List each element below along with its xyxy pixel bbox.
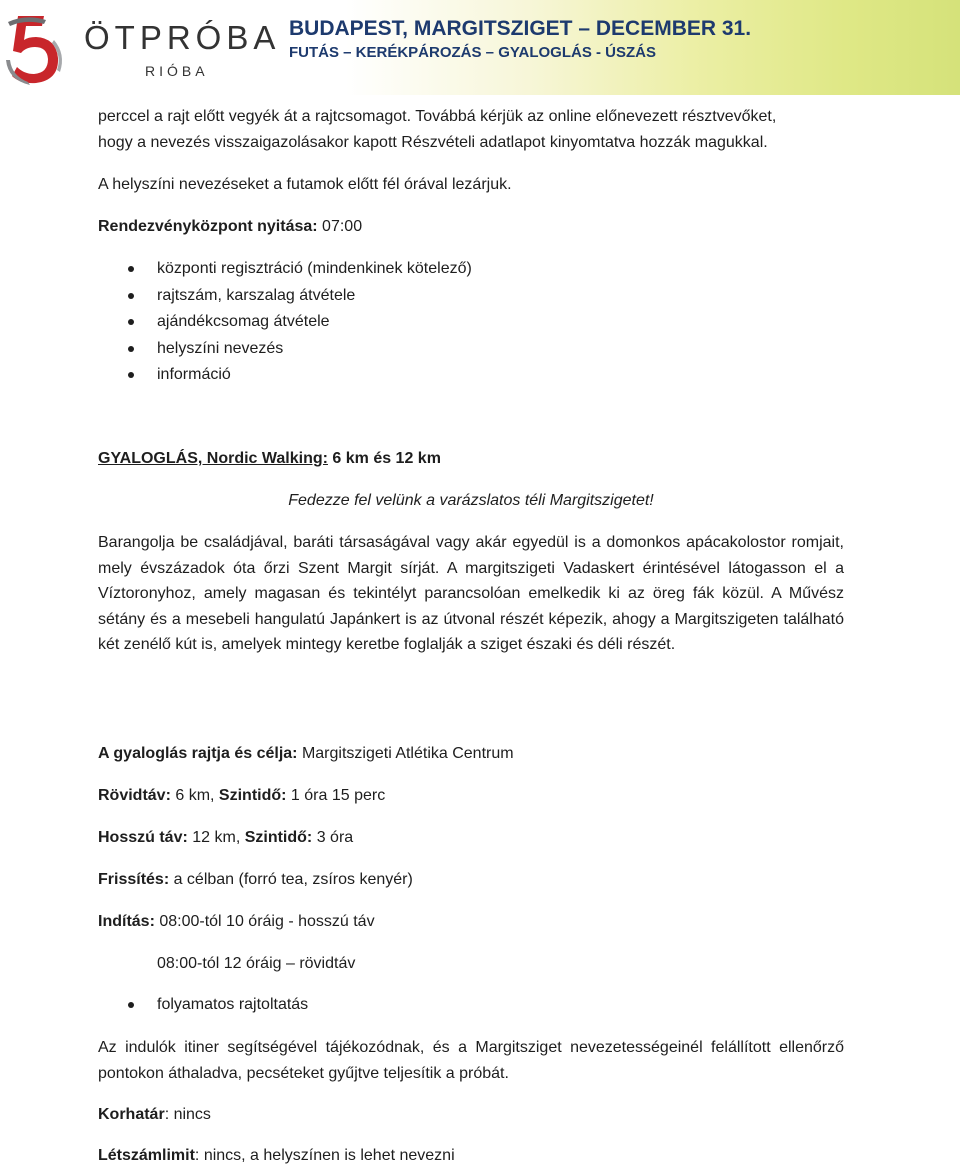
center-opening: [98, 214, 844, 240]
start-label: A gyaloglás rajtja és célja:: [98, 745, 298, 762]
long-value: 12 km,: [187, 829, 245, 846]
list-item: helyszíni nevezés: [98, 336, 472, 363]
brand-title: ÖTPRÓBA: [84, 19, 281, 56]
launch-label: Indítás:: [98, 913, 155, 930]
short-value: 6 km,: [170, 787, 219, 804]
walking-tagline: Fedezze fel velünk a varázslatos téli Margitszigetet!: [288, 492, 654, 509]
short-distance: [98, 783, 844, 809]
short-time-label: Szintidő:: [218, 787, 287, 804]
short-label: Rövidtáv:: [98, 787, 171, 804]
itinerary-text: Az indulók itiner segítségével tájékozódnak, és a Margitsziget nevezetességeinél felállított ellenőrző pontokon áthaladva, pecséteket gyűjtve teljesítik a próbát.: [98, 1039, 844, 1082]
start-finish: [98, 741, 844, 767]
age-label: Korhatár: [98, 1106, 165, 1123]
center-label: Rendezvényközpont nyitása:: [98, 218, 318, 235]
otproba-logo-icon: [4, 10, 68, 86]
start-value: Margitszigeti Atlétika Centrum: [297, 745, 514, 762]
participant-limit: [98, 1143, 844, 1169]
launch-short: 08:00-tól 12 óráig – rövidtáv: [157, 955, 356, 972]
event-subtitle: FUTÁS – KERÉKPÁROZÁS – GYALOGLÁS - ÚSZÁS: [289, 44, 656, 61]
launch-list: [98, 992, 308, 1019]
age-limit: [98, 1102, 844, 1128]
launch-value: 08:00-tól 10 óráig - hosszú táv: [154, 913, 375, 930]
long-distance: [98, 825, 844, 851]
refresh-label: Frissítés:: [98, 871, 170, 888]
limit-label: Létszámlimit: [98, 1147, 195, 1164]
launch: [98, 909, 844, 935]
long-time-label: Szintidő:: [244, 829, 313, 846]
walking-heading-value: 6 km és 12 km: [327, 450, 441, 467]
refreshment: [98, 867, 844, 893]
limit-value: : nincs, a helyszínen is lehet nevezni: [194, 1147, 455, 1164]
center-services-list: [98, 256, 472, 389]
walking-description: Barangolja be családjával, baráti társaságával vagy akár egyedül is a domonkos apácakolostor romjait, mely évszázadok óta őrzi Szent Margit sírját. A margitszigeti Vadaskert érintésével látogasson el a Víztoronyhoz, amely magasan és tekintélyt parancsolóan emelkedik ki az öreg fák közül. A Művész sétány és a mesebeli hangulatú Japánkert is az útvonal részét képezik, ahogy a Margitszigeten található két zenélő kút is, amelyek mintegy keretbe foglalják a sziget északi és déli részét.: [98, 534, 844, 653]
event-title: BUDAPEST, MARGITSZIGET – DECEMBER 31.: [289, 17, 752, 40]
age-value: : nincs: [164, 1106, 211, 1123]
refresh-value: a célban (forró tea, zsíros kenyér): [169, 871, 413, 888]
list-item: rajtszám, karszalag átvétele: [98, 283, 472, 310]
list-item: információ: [98, 362, 472, 389]
closing-note: A helyszíni nevezéseket a futamok előtt fél órával lezárjuk.: [98, 176, 512, 193]
short-time-value: 1 óra 15 perc: [286, 787, 386, 804]
list-item: központi regisztráció (mindenkinek kötelező): [98, 256, 472, 283]
long-label: Hosszú táv:: [98, 829, 188, 846]
list-item: folyamatos rajtoltatás: [98, 992, 308, 1019]
intro-line-1: perccel a rajt előtt vegyék át a rajtcsomagot. Továbbá kérjük az online előnevezett résztvevőket,: [98, 108, 777, 125]
walking-heading-label: GYALOGLÁS, Nordic Walking:: [98, 450, 328, 467]
page-header: [0, 0, 960, 95]
intro-line-2: hogy a nevezés visszaigazolásakor kapott Részvételi adatlapot kinyomtatva hozzák magukkal.: [98, 134, 768, 151]
brand-subtitle: RIÓBA: [145, 63, 209, 79]
long-time-value: 3 óra: [312, 829, 354, 846]
walking-heading: [98, 446, 844, 472]
center-value: 07:00: [317, 218, 363, 235]
list-item: ajándékcsomag átvétele: [98, 309, 472, 336]
